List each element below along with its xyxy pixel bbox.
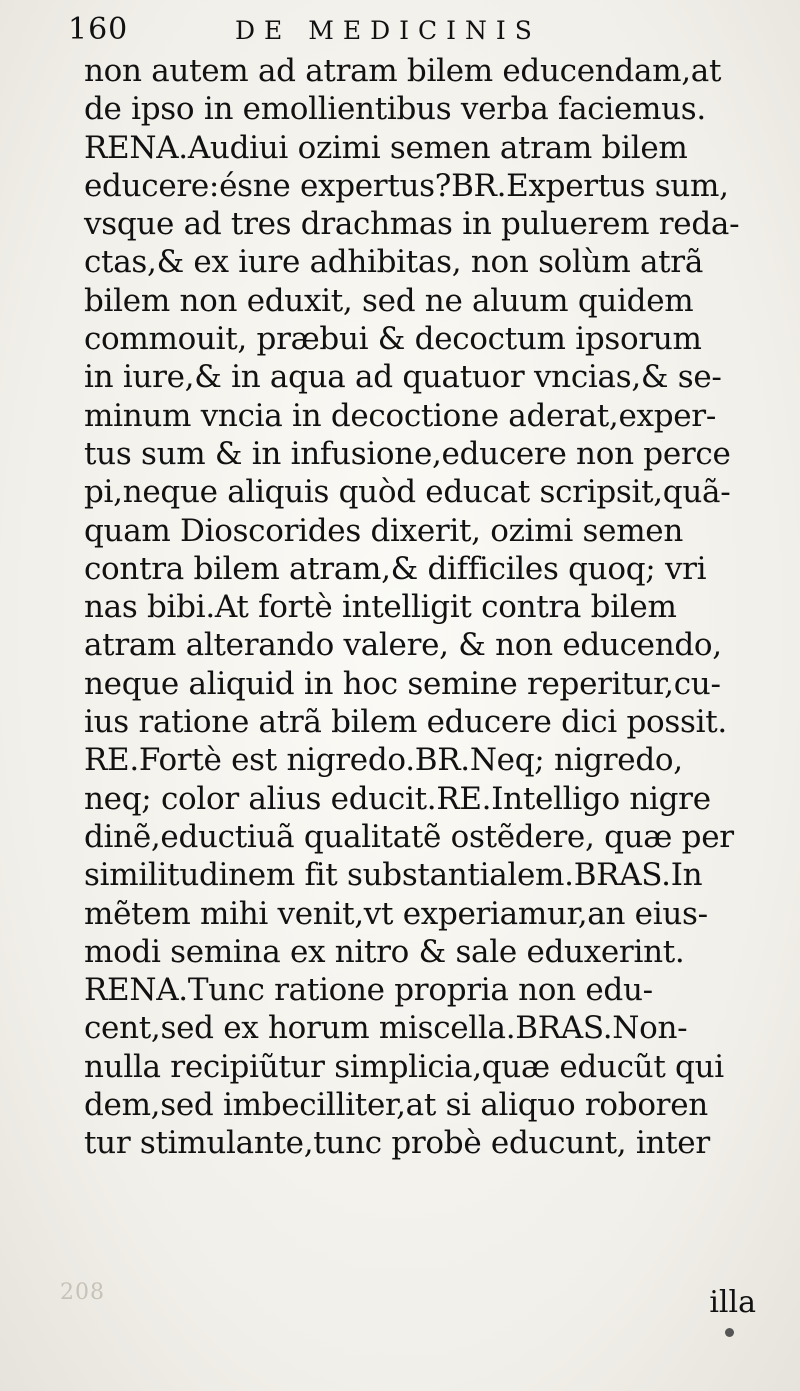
text-line: tur stimulante,tunc probè educunt, inter <box>84 1125 710 1162</box>
text-line: ctas,& ex iure adhibitas, non solùm atrã <box>84 244 704 281</box>
text-line: non autem ad atram bilem educendam,at <box>84 53 722 89</box>
text-line: atram alterando valere, & non educendo, <box>84 627 722 664</box>
text-line: cent,sed ex horum miscella.BRAS.Non- <box>84 1010 688 1047</box>
text-line: dem,sed imbecilliter,at si aliquo roboren <box>84 1087 708 1124</box>
text-line: commouit, præbui & decoctum ipsorum <box>84 321 702 358</box>
text-line: minum vncia in decoctione aderat,exper- <box>84 397 716 434</box>
text-line: modi semina ex nitro & sale eduxerint. <box>84 933 685 970</box>
text-line: nulla recipiũtur simplicia,quæ educũt qui <box>84 1048 724 1085</box>
text-line: quam Dioscorides dixerit, ozimi semen <box>84 512 684 549</box>
text-line: ius ratione atrã bilem educere dici possit. <box>84 704 727 741</box>
text-line: in iure,& in aqua ad quatuor vncias,& se- <box>84 359 722 396</box>
ink-speck <box>725 1328 734 1337</box>
text-line: neq; color alius educit.RE.Intelligo nigre <box>84 780 711 817</box>
text-line: neque aliquid in hoc semine reperitur,cu- <box>84 665 721 702</box>
text-line: similitudinem fit substantialem.BRAS.In <box>84 857 703 894</box>
text-line: mẽtem mihi venit,vt experiamur,an eius- <box>84 895 708 932</box>
text-line: nas bibi.At fortè intelligit contra bilem <box>84 589 677 626</box>
text-line: RE.Fortè est nigredo.BR.Neq; nigredo, <box>84 742 683 779</box>
page-number: 160 <box>68 12 129 47</box>
page-header <box>68 8 760 52</box>
text-line: dinẽ,eductiuã qualitatẽ ostẽdere, quæ per <box>84 818 734 855</box>
text-line: educere:ésne expertus?BR.Expertus sum, <box>84 167 729 204</box>
text-line: contra bilem atram,& difficiles quoq; vri <box>84 550 707 587</box>
body-text <box>84 52 764 1163</box>
text-line: RENA.Tunc ratione propria non edu- <box>84 972 653 1009</box>
text-line: RENA.Audiui ozimi semen atram bilem <box>84 129 688 166</box>
bleed-through-signature: 208 <box>60 1280 105 1305</box>
text-line: bilem non eduxit, sed ne aluum quidem <box>84 282 694 319</box>
catchword: illa <box>709 1285 756 1320</box>
running-title: DE MEDICINIS <box>235 16 541 45</box>
text-line: de ipso in emollientibus verba faciemus. <box>84 91 706 128</box>
text-line: vsque ad tres drachmas in puluerem reda- <box>84 206 740 243</box>
text-line: tus sum & in infusione,educere non perce <box>84 435 731 472</box>
text-line: pi,neque aliquis quòd educat scripsit,quã- <box>84 474 731 511</box>
